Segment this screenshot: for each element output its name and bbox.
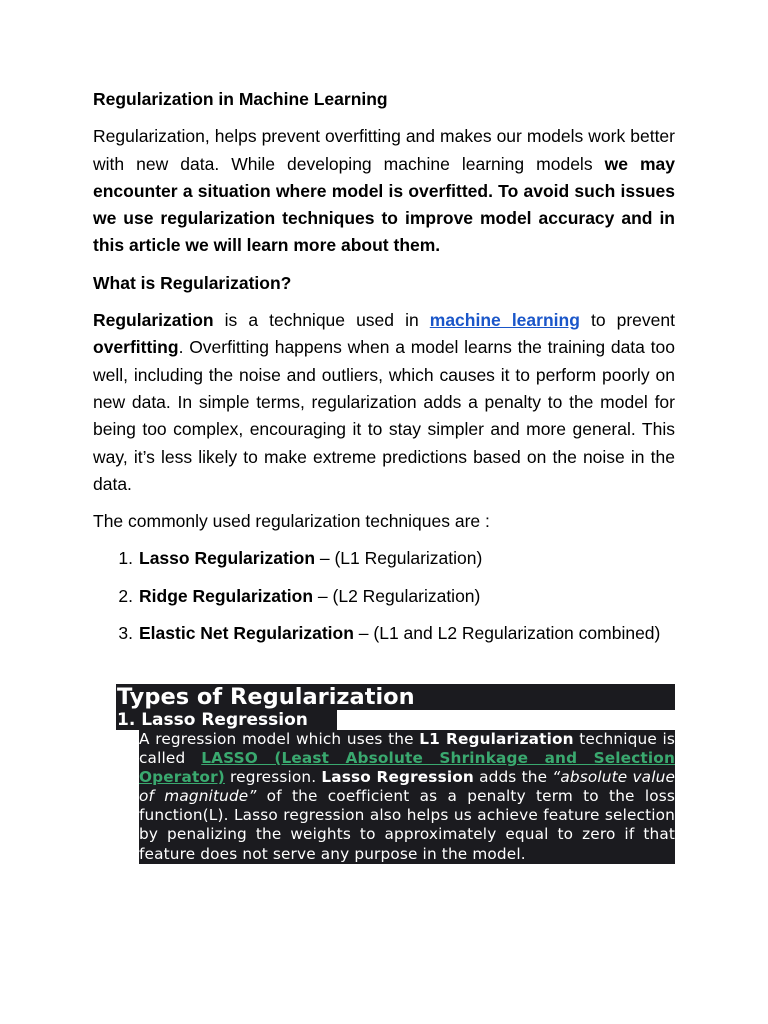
- definition-text-a: is a technique used in: [213, 310, 430, 331]
- list-item: [93, 545, 675, 572]
- definition-text-c: . Overfitting happens when a model learns the training data too well, including the noise and outliers, which causes it to perform poorly on new data. In simple terms, regularization adds a penalty to the model for being too complex, encouraging it to stay simpler and more general. This way, it’s less likely to make extreme predictions based on the noise in the data.: [93, 337, 675, 494]
- lasso-link[interactable]: LASSO (Least Absolute Shrinkage and Selection Operator): [139, 749, 675, 787]
- technique-name: Elastic Net Regularization: [139, 623, 354, 644]
- l1-regularization-term: L1 Regularization: [419, 730, 574, 748]
- lasso-subheading: 1. Lasso Regression: [116, 710, 337, 730]
- types-heading: Types of Regularization: [116, 684, 675, 710]
- technique-name: Ridge Regularization: [139, 585, 314, 606]
- intro-paragraph: [93, 123, 675, 259]
- techniques-intro: The commonly used regularization techniques are :: [93, 511, 490, 532]
- intro-bold-text: we may encounter a situation where model is overfitted. To avoid such issues we use regularization techniques to improve model accuracy and in this article we will learn more about them.: [93, 153, 675, 256]
- list-number: 3.: [118, 623, 133, 644]
- lasso-paragraph: [139, 730, 675, 864]
- types-of-regularization-section: [116, 684, 675, 902]
- lasso-text-a: A regression model which uses the: [139, 730, 420, 748]
- lasso-text-b: technique is called: [139, 730, 676, 768]
- technique-desc: – (L2 Regularization): [313, 585, 481, 606]
- techniques-list: [93, 545, 675, 647]
- list-item: [93, 620, 675, 647]
- machine-learning-link[interactable]: machine learning: [429, 310, 580, 331]
- intro-plain-text: Regularization, helps prevent overfitting and makes our models work better with new data. While developing machine learning models: [93, 126, 675, 174]
- absolute-value-phrase: “absolute value of magnitude”: [139, 768, 675, 806]
- definition-term: Regularization: [93, 310, 214, 331]
- lasso-text-c: regression.: [224, 768, 322, 787]
- document-title: Regularization in Machine Learning: [93, 89, 388, 109]
- list-item: [93, 583, 675, 610]
- technique-name: Lasso Regularization: [139, 548, 316, 569]
- definition-text-b: to prevent: [579, 310, 675, 331]
- technique-desc: – (L1 and L2 Regularization combined): [353, 623, 661, 644]
- list-number: 1.: [118, 548, 133, 569]
- list-number: 2.: [118, 585, 133, 606]
- lasso-text-d: adds the: [473, 768, 553, 787]
- lasso-regression-term: Lasso Regression: [321, 768, 474, 787]
- document-page: [93, 86, 675, 657]
- definition-paragraph: [93, 307, 675, 498]
- overfitting-term: overfitting: [93, 337, 179, 358]
- what-is-heading: What is Regularization?: [93, 272, 292, 293]
- lasso-text-e: of the coefficient as a penalty term to the loss function(L). Lasso regression also helps us achieve feature selection by penalizing the weights to approximately equal to zero if that feature does not serve any purpose in the model.: [139, 787, 675, 863]
- technique-desc: – (L1 Regularization): [315, 548, 483, 569]
